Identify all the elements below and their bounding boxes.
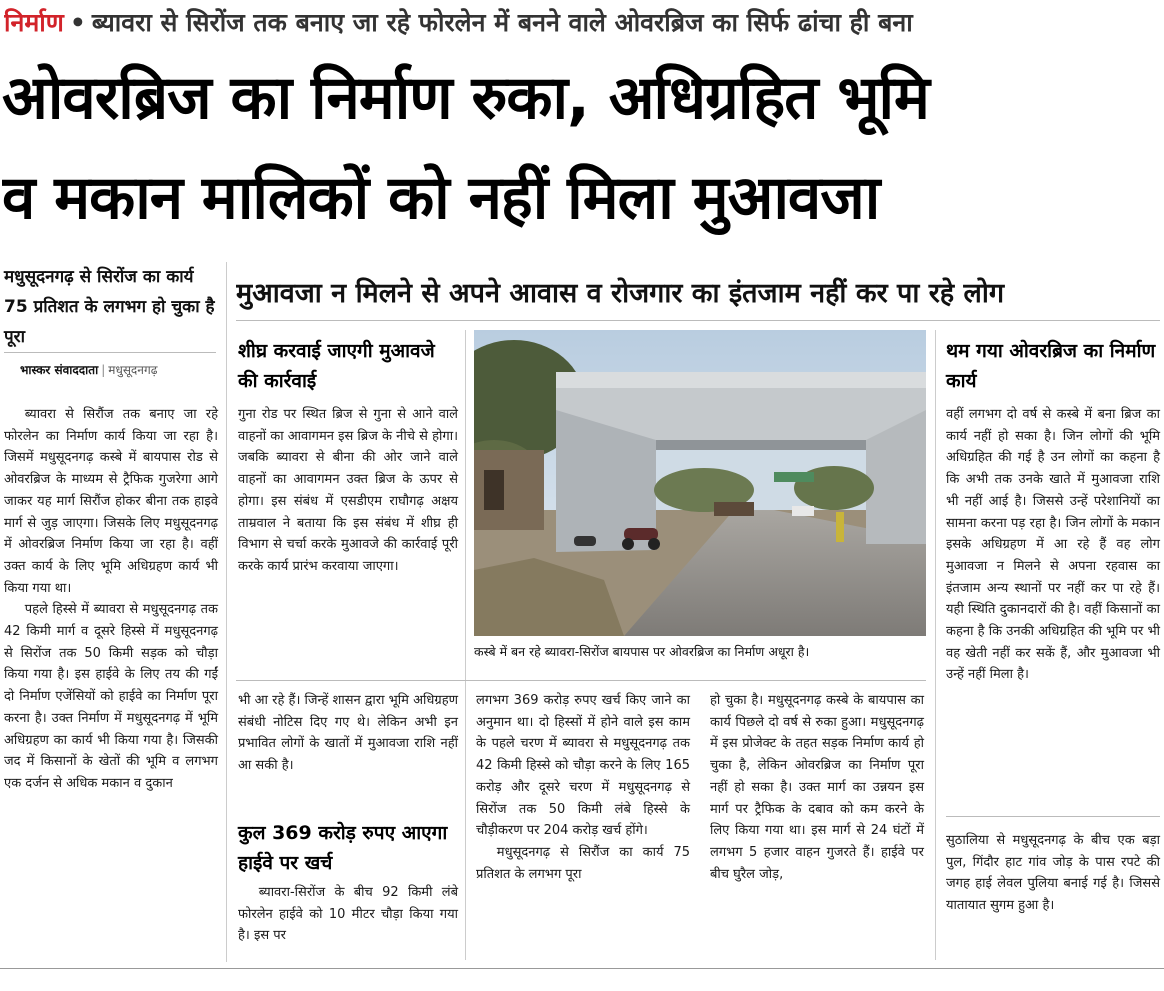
intro-divider xyxy=(4,352,216,353)
article-paragraph: भी आ रहे हैं। जिन्हें शासन द्वारा भूमि अधिग्रहण संबंधी नोटिस दिए गए थे। लेकिन अभी इन प्रभावित लोगों के खातों में मुआवजा राशि नहीं आ सकी है। xyxy=(238,693,458,774)
article-paragraph: वहीं लगभग दो वर्ष से कस्बे में बना ब्रिज का कार्य नहीं हो सका है। जिन लोगों की भूमि अधिग्रहित की गई है उन लोगों का कहना है कि अभी तक उनके खाते में मुआवजा राशि भी नहीं आई है। जिससे उन्हें परेशानियों का सामना करना पड़ रहा है। जिन लोगों के मकान इसके अधिग्रहण में आ रहे हैं वह लोग मुआवजा न मिलने से अपना रहवास का इंतजाम अन्य स्थानों पर नहीं कर पा रहे हैं। यही स्थिति दुकानदारों की है। वहीं किसानों का कहना है कि उनकी अधिग्रहित की भूमि पर भी वह खेती नहीं कर सकें हैं, और मुआवजा भी उन्हें नहीं मिला है। xyxy=(946,407,1160,683)
kicker-bullet: • xyxy=(69,8,86,37)
byline-reporter: भास्कर संवाददाता xyxy=(20,363,99,377)
section-heading-stalled: थम गया ओवरब्रिज का निर्माण कार्य xyxy=(946,340,1156,392)
article-column-5-bottom xyxy=(946,830,1160,917)
byline xyxy=(20,358,220,382)
article-paragraph: पहले हिस्से में ब्यावरा से मधुसूदनगढ़ तक 42 किमी मार्ग व दूसरे हिस्से में मधुसूदनगढ़ से सिरोंज तक 50 किमी सड़क को चौड़ा किया गया है। इस हाईवे के लिए तय की गईं दो निर्माण एजेंसियों को हाईवे का निर्माण पूरा करना है। उक्त निर्माण में मधुसूदनगढ़ में भूमि अधिग्रहण का कार्य भी किया गया है। जिसकी जद में किसानों के खेतों की भूमि व लगभग एक दर्जन से अधिक मकान व दुकान xyxy=(4,602,218,791)
column-5-divider xyxy=(946,816,1160,817)
byline-place: मधुसूदनगढ़ xyxy=(108,363,158,377)
kicker-line xyxy=(4,4,1160,42)
photo-bottom-divider xyxy=(236,680,926,681)
article-column-1 xyxy=(4,404,218,795)
article-column-2-cost xyxy=(238,882,458,947)
article-paragraph: ब्यावरा-सिरोंज के बीच 92 किमी लंबे फोरलेन हाईवे को 10 मीटर चौड़ा किया गया है। इस पर xyxy=(238,885,458,944)
headline-line-2: व मकान मालिकों को नहीं मिला मुआवजा xyxy=(2,163,880,233)
section-heading-action: शीघ्र करवाई जाएगी मुआवजे की कार्रवाई xyxy=(238,340,435,392)
subheadline: मुआवजा न मिलने से अपने आवास व रोजगार का इंतजाम नहीं कर पा रहे लोग xyxy=(236,278,1005,309)
column-divider xyxy=(935,330,936,960)
article-column-2-bottom xyxy=(238,690,458,777)
bridge-photo xyxy=(474,330,926,636)
article-column-2-top xyxy=(238,404,458,578)
kicker-text: ब्यावरा से सिरोंज तक बनाए जा रहे फोरलेन में बनने वाले ओवरब्रिज का सिर्फ ढांचा ही बना xyxy=(91,8,913,37)
column-divider xyxy=(226,262,227,962)
headline-line-1: ओवरब्रिज का निर्माण रुका, अधिग्रहित भूमि xyxy=(2,63,929,133)
article-column-5 xyxy=(946,404,1160,686)
article-column-3 xyxy=(476,690,690,885)
article-paragraph: हो चुका है। मधुसूदनगढ़ कस्बे के बायपास का कार्य पिछले दो वर्ष से रुका हुआ। मधुसूदनगढ़ में इस प्रोजेक्ट के तहत सड़क निर्माण कार्य हो चुका है, लेकिन ओवरब्रिज का निर्माण पूरा नहीं हो सका है। उक्त मार्ग का उन्नयन इस मार्ग पर ट्रैफिक के दबाव को कम करने के लिए किया गया था। इस मार्ग से 24 घंटों में लगभग 5 हजार वाहन गुजरते हैं। हाईवे पर बीच घुरैल जोड़, xyxy=(710,693,924,882)
article-paragraph: गुना रोड पर स्थित ब्रिज से गुना से आने वाले वाहनों का आवागमन इस ब्रिज के नीचे से होगा। जबकि ब्यावरा से बीना की ओर जाने वाले वाहनों का आवागमन उक्त ब्रिज के ऊपर से होगा। इस संबंध में एसडीएम राघौगढ़ अक्षय ताम्रवाल ने बताया कि इस संबंध में शीघ्र ही विभाग से चर्चा करके मुआवजे की कार्रवाई पूरी करके कार्य प्रारंभ करवाया जाएगा। xyxy=(238,407,458,574)
kicker-tag: निर्माण xyxy=(4,8,64,37)
bridge-photo-illustration xyxy=(474,330,926,636)
article-paragraph: सुठालिया से मधुसूदनगढ़ के बीच एक बड़ा पुल, गिंदौर हाट गांव जोड़ के पास रपटे की जगह हाई लेवल पुलिया बनाई गई है। जिससे यातायात सुगम हुआ है। xyxy=(946,833,1160,914)
headline xyxy=(2,48,1162,248)
intro-summary: मधुसूदनगढ़ से सिरोंज का कार्य 75 प्रतिशत के लगभग हो चुका है पूरा xyxy=(4,267,215,347)
article-paragraph: मधुसूदनगढ़ से सिरौंज का कार्य 75 प्रतिशत के लगभग पूरा xyxy=(476,844,690,882)
byline-separator: | xyxy=(101,363,106,377)
subhead-divider xyxy=(236,320,1160,321)
page-bottom-rule xyxy=(0,968,1164,969)
article-column-4 xyxy=(710,690,924,885)
column-divider xyxy=(465,330,466,960)
section-heading-cost: कुल 369 करोड़ रुपए आएगा हाईवे पर खर्च xyxy=(238,822,448,874)
article-paragraph: ब्यावरा से सिरौंज तक बनाए जा रहे फोरलेन का निर्माण कार्य किया जा रहा है। जिसमें मधुसूदनगढ़ कस्बे में बायपास रोड से ओवरब्रिज के माध्यम से ट्रैफिक गुजरेगा आगे जाकर यह मार्ग सिरौंज होकर बीना तक हाइवे मार्ग से जुड़ जाएगा। जिसके लिए मधुसूदनगढ़ में ओवरब्रिज निर्माण किया जा रहा है। वहीं उक्त कार्य के लिए भूमि अधिग्रहण कार्य भी किया गया था। xyxy=(4,407,218,596)
photo-caption: कस्बे में बन रहे ब्यावरा-सिरोंज बायपास पर ओवरब्रिज का निर्माण अधूरा है। xyxy=(474,644,810,659)
article-paragraph: लगभग 369 करोड़ रुपए खर्च किए जाने का अनुमान था। दो हिस्सों में होने वाले इस काम के पहले चरण में ब्यावरा से मधुसूदनगढ़ तक 42 किमी हिस्से को चौड़ा करने के लिए 165 करोड़ और दूसरे चरण में मधुसूदनगढ़ से सिरोंज तक 50 किमी लंबे हिस्से के चौड़ीकरण पर 204 करोड़ खर्च होंगे। xyxy=(476,693,690,839)
